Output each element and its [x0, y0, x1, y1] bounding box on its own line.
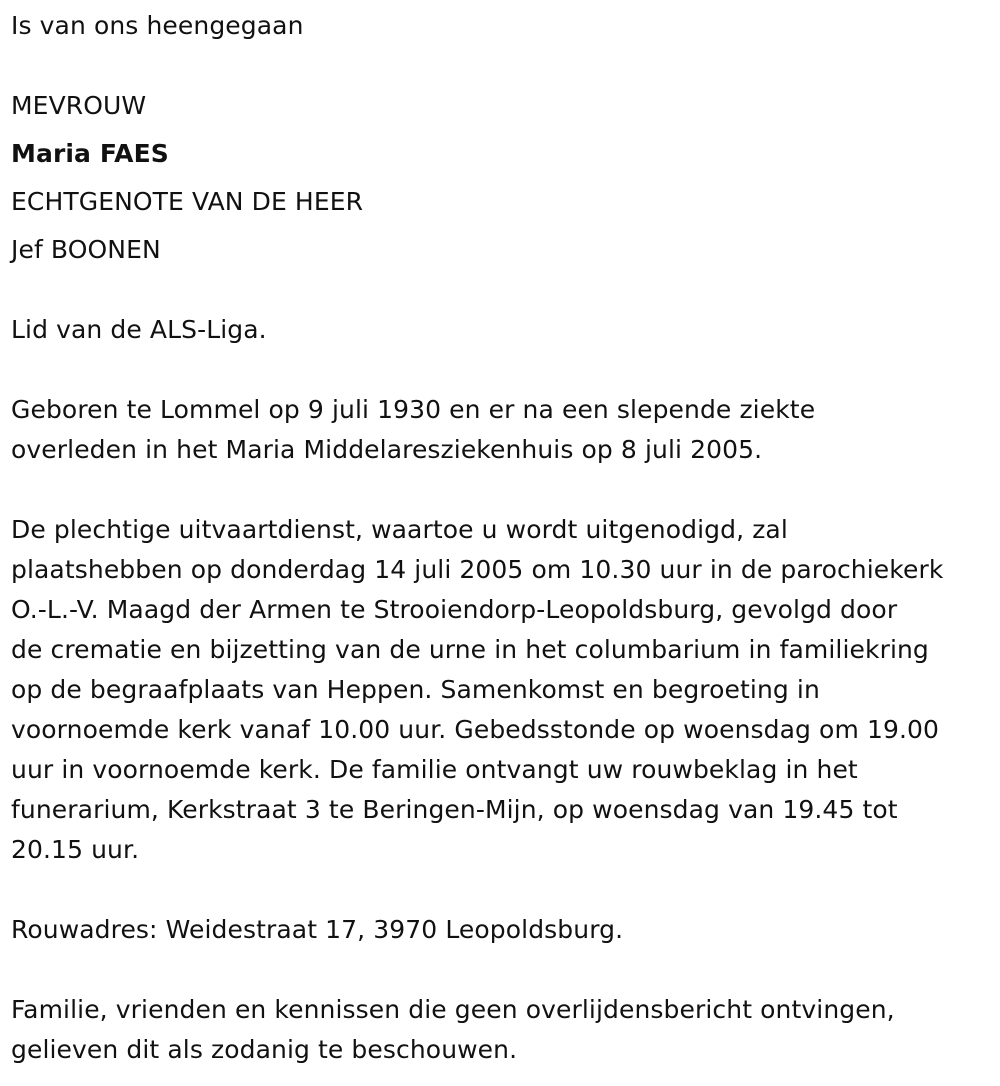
intro-text: Is van ons heengegaan	[11, 11, 304, 40]
paragraph-line: De plechtige uitvaartdienst, waartoe u wordt uitgenodigd, zal	[11, 515, 788, 544]
deceased-name: Maria FAES	[11, 139, 169, 168]
paragraph-line: voornoemde kerk vanaf 10.00 uur. Gebedsstonde op woensdag om 19.00	[11, 715, 940, 744]
honorific-title: MEVROUW	[11, 91, 147, 120]
paragraph-line: Familie, vrienden en kennissen die geen overlijdensbericht ontvingen,	[11, 995, 895, 1024]
spouse-name: Jef BOONEN	[11, 235, 161, 264]
mourning-address: Rouwadres: Weidestraat 17, 3970 Leopoldsburg.	[11, 915, 624, 944]
paragraph-line: uur in voornoemde kerk. De familie ontvangt uw rouwbeklag in het	[11, 755, 858, 784]
birth-death-paragraph	[11, 390, 991, 470]
paragraph-line: op de begraafplaats van Heppen. Samenkomst en begroeting in	[11, 675, 820, 704]
paragraph-line: Geboren te Lommel op 9 juli 1930 en er na een slepende ziekte	[11, 395, 816, 424]
paragraph-line: O.-L.-V. Maagd der Armen te Strooiendorp-Leopoldsburg, gevolgd door	[11, 595, 898, 624]
obituary-notice	[11, 6, 991, 1070]
paragraph-line: plaatshebben op donderdag 14 juli 2005 om 10.30 uur in de parochiekerk	[11, 555, 944, 584]
paragraph-line: 20.15 uur.	[11, 835, 140, 864]
funeral-service-paragraph	[11, 510, 991, 870]
paragraph-line: gelieven dit als zodanig te beschouwen.	[11, 1035, 518, 1064]
paragraph-line: funerarium, Kerkstraat 3 te Beringen-Mijn, op woensdag van 19.45 tot	[11, 795, 898, 824]
paragraph-line: de crematie en bijzetting van de urne in het columbarium in familiekring	[11, 635, 929, 664]
membership-text: Lid van de ALS-Liga.	[11, 315, 267, 344]
spouse-label: ECHTGENOTE VAN DE HEER	[11, 187, 364, 216]
closing-paragraph	[11, 990, 991, 1070]
paragraph-line: overleden in het Maria Middelaresziekenhuis op 8 juli 2005.	[11, 435, 763, 464]
